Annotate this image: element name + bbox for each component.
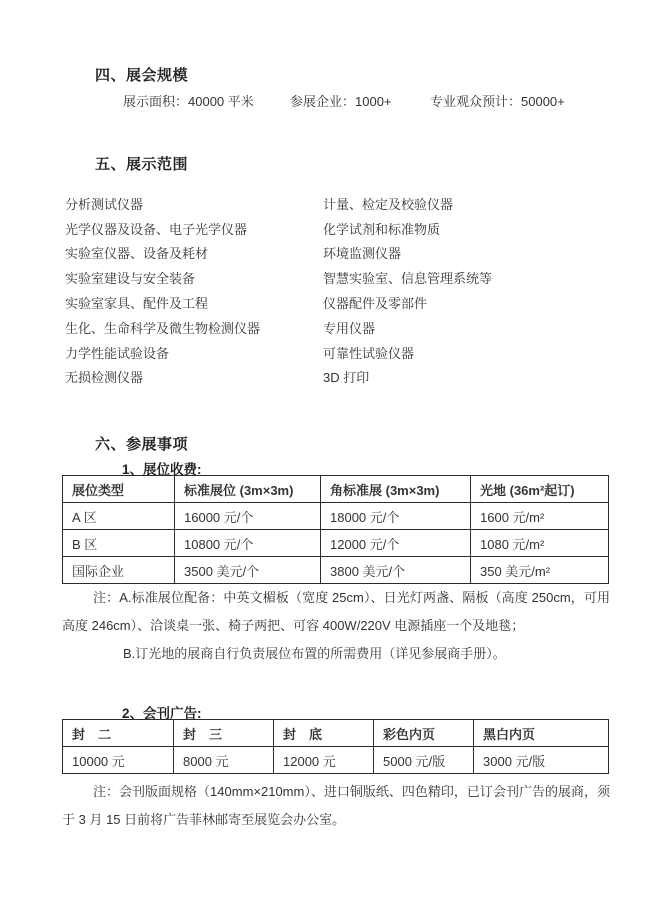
scope-row — [65, 290, 610, 315]
ad-note-text: 注：会刊版面规格（140mm×210mm）、进口铜版纸、四色精印，已订会刊广告的展商，须于 3 月 15 日前将广告菲林邮寄至展览会办公室。 — [62, 784, 610, 827]
table-row — [63, 530, 609, 557]
scope-item: 实验室家具、配件及工程 — [65, 296, 209, 312]
table-cell: 10000 元 — [63, 747, 174, 774]
scope-row — [65, 216, 610, 241]
scope-row — [65, 241, 610, 266]
exhibition-scale-stats — [0, 91, 670, 109]
table-header-row — [63, 720, 609, 747]
stat-exhibitor-count: 参展企业：1000+ — [290, 94, 392, 109]
scope-item: 无损检测仪器 — [65, 370, 144, 386]
table-cell: 国际企业 — [63, 557, 175, 584]
section-heading-exhibition-scope: 五、展示范围 — [95, 156, 189, 173]
subsection-ad-title: 2、会刊广告: — [122, 706, 202, 721]
table-cell: B 区 — [63, 530, 175, 557]
scope-item: 实验室建设与安全装备 — [65, 271, 196, 287]
table-header-cell: 封 二 — [63, 720, 174, 747]
subsection-booth-fee-title: 1、展位收费: — [122, 462, 202, 477]
scope-row — [65, 191, 610, 216]
table-header-cell: 彩色内页 — [374, 720, 474, 747]
scope-item: 生化、生命科学及微生物检测仪器 — [65, 320, 261, 336]
table-row — [63, 747, 609, 774]
scope-row — [65, 265, 610, 290]
table-cell: 350 美元/m² — [471, 557, 609, 584]
table-cell: 10800 元/个 — [175, 530, 321, 557]
scope-item: 3D 打印 — [323, 370, 370, 386]
booth-fee-note — [62, 584, 610, 668]
scope-item: 光学仪器及设备、电子光学仪器 — [65, 221, 248, 237]
table-cell: 3500 美元/个 — [175, 557, 321, 584]
scope-item: 化学试剂和标准物质 — [323, 221, 441, 237]
table-header-cell: 标准展位 (3m×3m) — [175, 476, 321, 503]
ad-note — [62, 778, 610, 834]
table-header-cell: 展位类型 — [63, 476, 175, 503]
table-header-cell: 角标准展 (3m×3m) — [321, 476, 471, 503]
scope-item: 智慧实验室、信息管理系统等 — [323, 271, 493, 287]
scope-item: 仪器配件及零部件 — [323, 296, 428, 312]
table-row — [63, 557, 609, 584]
table-cell: A 区 — [63, 503, 175, 530]
table-cell: 3800 美元/个 — [321, 557, 471, 584]
table-header-cell: 光地 (36m²起订) — [471, 476, 609, 503]
scope-row — [65, 315, 610, 340]
ad-fee-table — [62, 719, 609, 774]
booth-fee-table — [62, 475, 609, 584]
table-cell: 12000 元/个 — [321, 530, 471, 557]
stat-exhibition-area: 展示面积：40000 平米 — [123, 94, 254, 109]
booth-note-line-a: 注：A.标准展位配备：中英文楣板（宽度 25cm）、日光灯两盏、隔板（高度 250cm，可用高度 246cm）、洽谈桌一张、椅子两把、可容 400W/220V 电源插座一个及地毯； — [62, 590, 610, 633]
table-cell: 3000 元/版 — [474, 747, 609, 774]
booth-note-line-b: B.订光地的展商自行负责展位布置的所需费用（详见参展商手册）。 — [123, 646, 506, 661]
scope-row — [65, 340, 610, 365]
scope-item: 计量、检定及校验仪器 — [323, 196, 454, 212]
scope-item: 环境监测仪器 — [323, 246, 402, 262]
scope-row — [65, 365, 610, 390]
section-heading-exhibition-scale: 四、展会规模 — [95, 67, 189, 84]
table-header-cell: 封 底 — [274, 720, 374, 747]
scope-item: 实验室仪器、设备及耗材 — [65, 246, 209, 262]
table-cell: 1080 元/m² — [471, 530, 609, 557]
table-cell: 12000 元 — [274, 747, 374, 774]
table-cell: 18000 元/个 — [321, 503, 471, 530]
section-heading-participation-matters: 六、参展事项 — [95, 436, 189, 453]
scope-item: 可靠性试验仪器 — [323, 345, 415, 361]
table-cell: 16000 元/个 — [175, 503, 321, 530]
table-header-cell: 封 三 — [174, 720, 274, 747]
table-header-row — [63, 476, 609, 503]
stat-visitor-forecast: 专业观众预计：50000+ — [430, 94, 565, 109]
table-header-cell: 黑白内页 — [474, 720, 609, 747]
table-row — [63, 503, 609, 530]
scope-item: 力学性能试验设备 — [65, 345, 170, 361]
table-cell: 5000 元/版 — [374, 747, 474, 774]
scope-item: 专用仪器 — [323, 320, 376, 336]
table-cell: 8000 元 — [174, 747, 274, 774]
scope-item: 分析测试仪器 — [65, 196, 144, 212]
exhibition-scope-list — [65, 191, 610, 389]
table-cell: 1600 元/m² — [471, 503, 609, 530]
